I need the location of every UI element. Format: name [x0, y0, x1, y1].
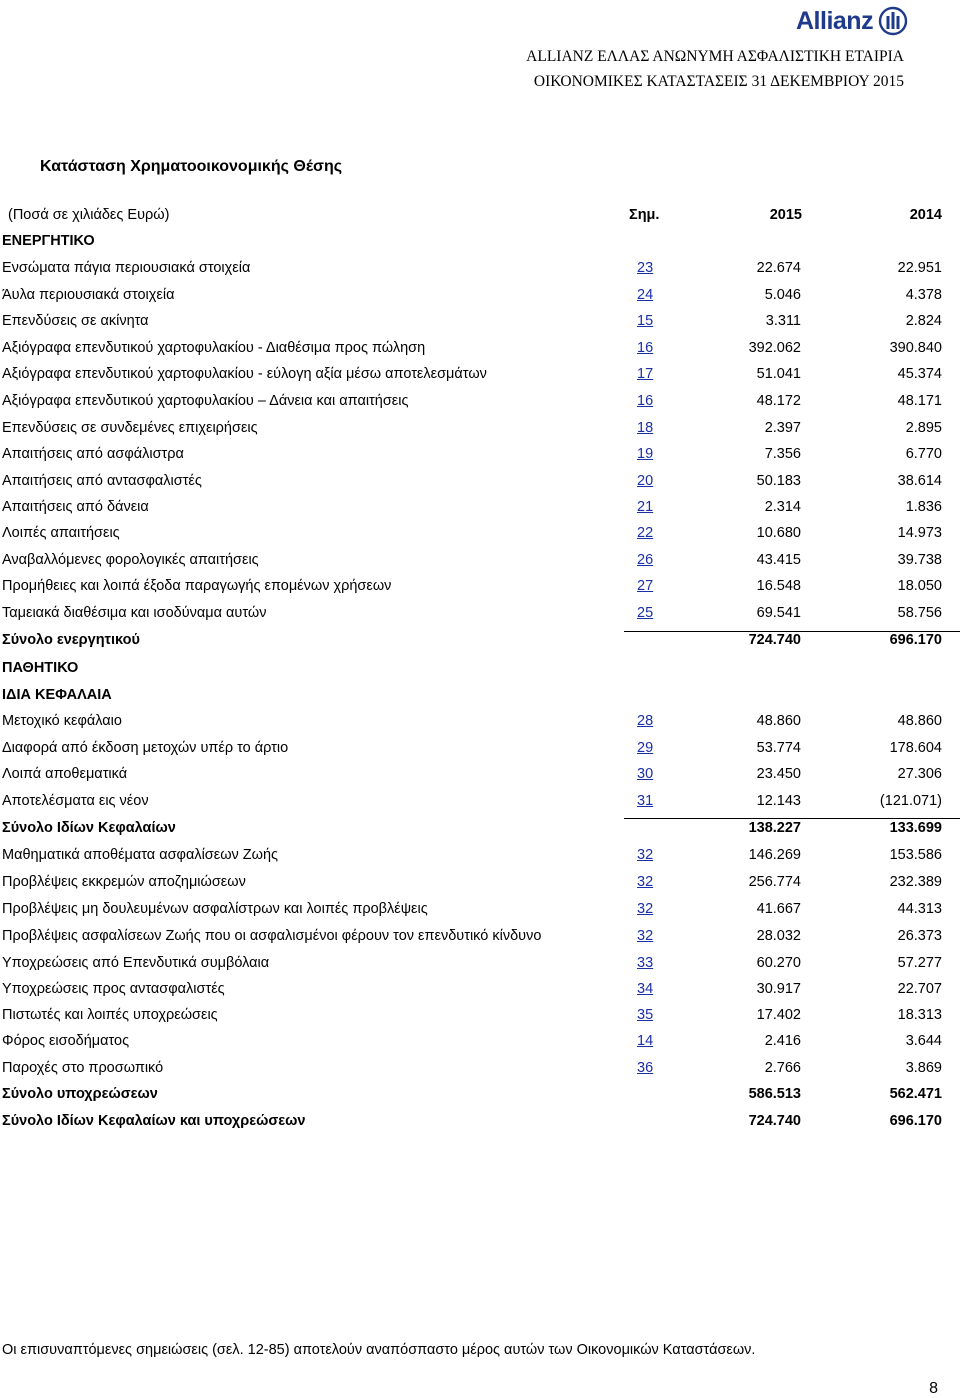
value-2014: 45.374 [897, 366, 942, 382]
table-row [0, 981, 960, 1001]
table-row [0, 1033, 960, 1053]
value-2014: (121.071) [879, 793, 942, 809]
value-2015: 16.548 [756, 578, 801, 594]
note-link[interactable]: 28 [637, 713, 654, 729]
table-row [0, 340, 960, 360]
table-row [0, 366, 960, 386]
value-2014: 3.644 [905, 1033, 942, 1049]
note-link[interactable]: 32 [637, 847, 654, 863]
row-label: Αξιόγραφα επενδυτικού χαρτοφυλακίου - Διαθέσιμα προς πώληση [2, 340, 426, 356]
note-link[interactable]: 32 [637, 874, 654, 890]
note-column-header: Σημ. [629, 207, 660, 223]
note-link[interactable]: 19 [637, 446, 654, 462]
note-link[interactable]: 18 [637, 420, 654, 436]
statements-title: ΟΙΚΟΝΟΜΙΚΕΣ ΚΑΤΑΣΤΑΣΕΙΣ 31 ΔΕΚΕΜΒΡΙΟΥ 2015 [533, 73, 904, 90]
note-link[interactable]: 25 [637, 605, 654, 621]
value-2014: 3.869 [905, 1060, 942, 1076]
value-2015: 69.541 [756, 605, 801, 621]
table-row [0, 660, 960, 680]
value-2015: 41.667 [756, 901, 801, 917]
table-row [0, 632, 960, 652]
row-label: Υποχρεώσεις από Επενδυτικά συμβόλαια [2, 955, 270, 971]
row-label: Προβλέψεις μη δουλευμένων ασφαλίστρων και λοιπές προβλέψεις [2, 901, 428, 917]
value-2014: 6.770 [905, 446, 942, 462]
row-label: Απαιτήσεις από ασφάλιστρα [2, 446, 184, 462]
row-label: Προμήθειες και λοιπά έξοδα παραγωγής επομένων χρήσεων [2, 578, 392, 594]
table-row [0, 713, 960, 733]
value-2015: 30.917 [756, 981, 801, 997]
row-label: Απαιτήσεις από δάνεια [2, 499, 149, 515]
note-link[interactable]: 32 [637, 928, 654, 944]
company-name: ALLIANZ ΕΛΛΑΣ ΑΝΩΝΥΜΗ ΑΣΦΑΛΙΣΤΙΚΗ ΕΤΑΙΡΙΑ [526, 48, 904, 65]
value-2014: 1.836 [905, 499, 942, 515]
note-link[interactable]: 20 [637, 473, 654, 489]
row-label: Επενδύσεις σε ακίνητα [2, 313, 149, 329]
value-2015: 23.450 [756, 766, 801, 782]
table-row [0, 446, 960, 466]
note-link[interactable]: 27 [637, 578, 654, 594]
table-row [0, 260, 960, 280]
value-2015: 50.183 [756, 473, 801, 489]
row-label: Λοιπά αποθεματικά [2, 766, 128, 782]
value-2015: 2.397 [764, 420, 801, 436]
table-row [0, 793, 960, 813]
table-row [0, 1086, 960, 1106]
note-link[interactable]: 22 [637, 525, 654, 541]
table-row [0, 473, 960, 493]
value-2014: 178.604 [889, 740, 942, 756]
value-2015: 724.740 [748, 1113, 801, 1129]
row-label: Σύνολο Ιδίων Κεφαλαίων [2, 820, 176, 836]
row-label: Ενσώματα πάγια περιουσιακά στοιχεία [2, 260, 251, 276]
value-2014: 696.170 [889, 1113, 942, 1129]
note-link[interactable]: 15 [637, 313, 654, 329]
value-2014: 58.756 [897, 605, 942, 621]
value-2014: 390.840 [889, 340, 942, 356]
table-row [0, 955, 960, 975]
table-row [0, 233, 960, 253]
table-row [0, 578, 960, 598]
value-2015: 7.356 [764, 446, 801, 462]
value-2015: 586.513 [748, 1086, 801, 1102]
value-2015: 53.774 [756, 740, 801, 756]
value-2015: 10.680 [756, 525, 801, 541]
row-label: Σύνολο υποχρεώσεων [2, 1086, 158, 1102]
value-2014: 18.313 [897, 1007, 942, 1023]
value-2014: 27.306 [897, 766, 942, 782]
value-2014: 44.313 [897, 901, 942, 917]
total-rule [624, 818, 960, 819]
row-label: Διαφορά από έκδοση μετοχών υπέρ το άρτιο [2, 740, 289, 756]
value-2015: 5.046 [764, 287, 801, 303]
note-link[interactable]: 14 [637, 1033, 654, 1049]
row-label: Άυλα περιουσιακά στοιχεία [2, 287, 175, 303]
table-row [0, 901, 960, 921]
value-2014: 22.951 [897, 260, 942, 276]
row-label: ΕΝΕΡΓΗΤΙΚΟ [2, 233, 95, 249]
row-label: Προβλέψεις εκκρεμών αποζημιώσεων [2, 874, 246, 890]
table-row [0, 687, 960, 707]
table-row [0, 552, 960, 572]
value-2014: 2.824 [905, 313, 942, 329]
table-row [0, 766, 960, 786]
row-label: Λοιπές απαιτήσεις [2, 525, 120, 541]
value-2014: 4.378 [905, 287, 942, 303]
note-link[interactable]: 35 [637, 1007, 654, 1023]
note-link[interactable]: 23 [637, 260, 654, 276]
value-2015: 51.041 [756, 366, 801, 382]
row-label: Απαιτήσεις από αντασφαλιστές [2, 473, 202, 489]
table-row [0, 1007, 960, 1027]
note-link[interactable]: 16 [637, 393, 654, 409]
allianz-eagle-icon [878, 6, 908, 36]
value-2014: 2.895 [905, 420, 942, 436]
table-row [0, 740, 960, 760]
value-2015: 28.032 [756, 928, 801, 944]
value-2015: 2.416 [764, 1033, 801, 1049]
value-2015: 724.740 [748, 632, 801, 648]
row-label: Αξιόγραφα επενδυτικού χαρτοφυλακίου - εύλογη αξία μέσω αποτελεσμάτων [2, 366, 487, 382]
row-label: Μετοχικό κεφάλαιο [2, 713, 122, 729]
allianz-logo [796, 4, 908, 38]
value-2014: 39.738 [897, 552, 942, 568]
note-link[interactable]: 32 [637, 901, 654, 917]
value-2014: 562.471 [889, 1086, 942, 1102]
row-label: Υποχρεώσεις προς αντασφαλιστές [2, 981, 225, 997]
page-number: 8 [929, 1380, 938, 1397]
value-2014: 26.373 [897, 928, 942, 944]
note-link[interactable]: 17 [637, 366, 654, 382]
row-label: ΙΔΙΑ ΚΕΦΑΛΑΙΑ [2, 687, 112, 703]
table-row [0, 820, 960, 840]
row-label: Προβλέψεις ασφαλίσεων Ζωής που οι ασφαλισμένοι φέρουν τον επενδυτικό κίνδυνο [2, 928, 542, 944]
value-2014: 22.707 [897, 981, 942, 997]
value-2014: 38.614 [897, 473, 942, 489]
value-2014: 153.586 [889, 847, 942, 863]
table-row [0, 393, 960, 413]
note-link[interactable]: 33 [637, 955, 654, 971]
value-2015: 146.269 [748, 847, 801, 863]
table-row [0, 499, 960, 519]
note-link[interactable]: 30 [637, 766, 654, 782]
note-link[interactable]: 29 [637, 740, 654, 756]
table-row [0, 874, 960, 894]
note-link[interactable]: 16 [637, 340, 654, 356]
page-title: Κατάσταση Χρηματοοικονομικής Θέσης [40, 158, 343, 175]
value-2015: 43.415 [756, 552, 801, 568]
note-link[interactable]: 31 [637, 793, 654, 809]
value-2015: 12.143 [756, 793, 801, 809]
table-row [0, 287, 960, 307]
row-label: Μαθηματικά αποθέματα ασφαλίσεων Ζωής [2, 847, 279, 863]
row-label: Επενδύσεις σε συνδεμένες επιχειρήσεις [2, 420, 258, 436]
note-link[interactable]: 26 [637, 552, 654, 568]
row-label: Ταμειακά διαθέσιμα και ισοδύναμα αυτών [2, 605, 267, 621]
value-2014: 57.277 [897, 955, 942, 971]
note-link[interactable]: 24 [637, 287, 654, 303]
table-row [0, 928, 960, 948]
value-2015: 17.402 [756, 1007, 801, 1023]
row-label: Αξιόγραφα επενδυτικού χαρτοφυλακίου – Δάνεια και απαιτήσεις [2, 393, 409, 409]
value-2014: 14.973 [897, 525, 942, 541]
value-2015: 256.774 [748, 874, 801, 890]
table-row [0, 420, 960, 440]
row-label: ΠΑΘΗΤΙΚΟ [2, 660, 79, 676]
value-2014: 696.170 [889, 632, 942, 648]
value-2014: 133.699 [889, 820, 942, 836]
row-label: Αποτελέσματα εις νέον [2, 793, 149, 809]
value-2015: 60.270 [756, 955, 801, 971]
row-label: Πιστωτές και λοιπές υποχρεώσεις [2, 1007, 218, 1023]
table-row [0, 1060, 960, 1080]
value-2014: 232.389 [889, 874, 942, 890]
year-2014-header: 2014 [909, 207, 942, 223]
value-2015: 392.062 [748, 340, 801, 356]
table-row [0, 313, 960, 333]
table-row [0, 605, 960, 625]
value-2014: 48.171 [897, 393, 942, 409]
table-row [0, 1113, 960, 1133]
footer-note: Οι επισυναπτόμενες σημειώσεις (σελ. 12-85) αποτελούν αναπόσπαστο μέρος αυτών των Οικονομικών Καταστάσεων. [2, 1342, 756, 1358]
logo-wordmark: Allianz [796, 6, 874, 35]
note-link[interactable]: 36 [637, 1060, 654, 1076]
note-link[interactable]: 34 [637, 981, 654, 997]
value-2015: 3.311 [765, 313, 801, 329]
units-label: (Ποσά σε χιλιάδες Ευρώ) [8, 207, 170, 223]
year-2015-header: 2015 [769, 207, 802, 223]
table-row [0, 525, 960, 545]
value-2015: 48.860 [756, 713, 801, 729]
value-2015: 2.766 [764, 1060, 801, 1076]
column-header-row [0, 207, 960, 227]
row-label: Παροχές στο προσωπικό [2, 1060, 164, 1076]
value-2015: 2.314 [764, 499, 801, 515]
value-2015: 22.674 [756, 260, 801, 276]
value-2014: 48.860 [897, 713, 942, 729]
total-rule [624, 631, 960, 632]
row-label: Σύνολο ενεργητικού [2, 632, 140, 648]
row-label: Φόρος εισοδήματος [2, 1033, 130, 1049]
value-2015: 48.172 [756, 393, 801, 409]
value-2015: 138.227 [748, 820, 801, 836]
note-link[interactable]: 21 [637, 499, 654, 515]
value-2014: 18.050 [897, 578, 942, 594]
table-row [0, 847, 960, 867]
row-label: Αναβαλλόμενες φορολογικές απαιτήσεις [2, 552, 259, 568]
row-label: Σύνολο Ιδίων Κεφαλαίων και υποχρεώσεων [2, 1113, 306, 1129]
